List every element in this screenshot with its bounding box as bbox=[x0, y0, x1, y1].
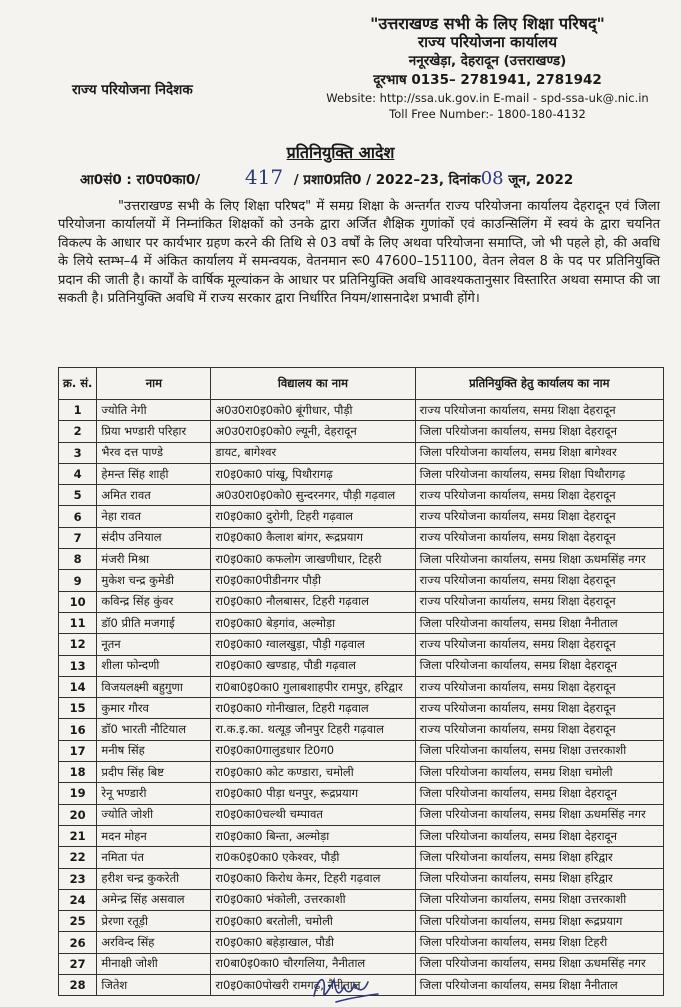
teacher-name: नूतन bbox=[97, 634, 211, 655]
teacher-name: मीनाक्षी जोशी bbox=[97, 953, 211, 974]
school-name: रा0इ0का0 नौलबासर, टिहरी गढ़वाल bbox=[211, 591, 415, 612]
table-row bbox=[59, 719, 664, 740]
table-row bbox=[59, 847, 664, 868]
teacher-name: प्रेरणा रतूड़ी bbox=[97, 911, 211, 932]
reference-line bbox=[80, 165, 670, 189]
table-row bbox=[59, 911, 664, 932]
teacher-name: डॉ0 भारती नौटियाल bbox=[97, 719, 211, 740]
website-line: Website: http://ssa.uk.gov.in E-mail - spd-ssa-uk@.nic.in bbox=[326, 91, 649, 105]
deputation-office: जिला परियोजना कार्यालय, समग्र शिक्षा चमोली bbox=[415, 762, 663, 783]
table-row bbox=[59, 634, 664, 655]
teacher-name: प्रदीप सिंह बिष्ट bbox=[97, 762, 211, 783]
table-row bbox=[59, 783, 664, 804]
deputation-office: राज्य परियोजना कार्यालय, समग्र शिक्षा देहरादून bbox=[415, 570, 663, 591]
school-name: रा0इ0का0 भंकोली, उत्तरकाशी bbox=[211, 889, 415, 910]
row-serial: 8 bbox=[59, 549, 97, 570]
school-name: रा0इ0का0 बरतोली, चमोली bbox=[211, 911, 415, 932]
teacher-name: मंजरी मिश्रा bbox=[97, 549, 211, 570]
table-row bbox=[59, 400, 664, 421]
teacher-name: रेनू भण्डारी bbox=[97, 783, 211, 804]
school-name: रा.क.इ.का. थत्यूड़ जौनपुर टिहरी गढ़वाल bbox=[211, 719, 415, 740]
signature bbox=[306, 966, 386, 1006]
deputation-office: राज्य परियोजना कार्यालय, समग्र शिक्षा देहरादून bbox=[415, 676, 663, 697]
row-serial: 23 bbox=[59, 868, 97, 889]
row-serial: 18 bbox=[59, 762, 97, 783]
row-serial: 16 bbox=[59, 719, 97, 740]
school-name: रा0इ0का0 बेड़गांव, अल्मोड़ा bbox=[211, 612, 415, 633]
teacher-name: नेहा रावत bbox=[97, 506, 211, 527]
deputation-office: राज्य परियोजना कार्यालय, समग्र शिक्षा देहरादून bbox=[415, 485, 663, 506]
school-name: रा0इ0का0 पीड़ा धनपुर, रूद्रप्रयाग bbox=[211, 783, 415, 804]
deputation-office: जिला परियोजना कार्यालय, समग्र शिक्षा नैनीताल bbox=[415, 975, 663, 996]
school-name: रा0इ0का0 गोनीखाल, टिहरी गढ़वाल bbox=[211, 698, 415, 719]
deputation-office: जिला परियोजना कार्यालय, समग्र शिक्षा रूद्रप्रयाग bbox=[415, 911, 663, 932]
deputation-office: राज्य परियोजना कार्यालय, समग्र शिक्षा देहरादून bbox=[415, 634, 663, 655]
deputation-office: जिला परियोजना कार्यालय, समग्र शिक्षा देहरादून bbox=[415, 783, 663, 804]
teacher-name: नमिता पंत bbox=[97, 847, 211, 868]
table-row bbox=[59, 463, 664, 484]
teacher-name: हेमन्त सिंह शाही bbox=[97, 463, 211, 484]
teacher-name: ज्योति जोशी bbox=[97, 804, 211, 825]
row-serial: 7 bbox=[59, 527, 97, 548]
row-serial: 9 bbox=[59, 570, 97, 591]
school-name: रा0इ0का0 किरोध केमर, टिहरी गढ़वाल bbox=[211, 868, 415, 889]
table-row bbox=[59, 442, 664, 463]
school-name: रा0इ0का0 बिन्ता, अल्मोड़ा bbox=[211, 825, 415, 846]
deputation-office: जिला परियोजना कार्यालय, समग्र शिक्षा ऊधमसिंह नगर bbox=[415, 953, 663, 974]
table-row bbox=[59, 825, 664, 846]
row-serial: 1 bbox=[59, 400, 97, 421]
order-title: प्रतिनियुक्ति आदेश bbox=[286, 143, 395, 162]
deputation-office: जिला परियोजना कार्यालय, समग्र शिक्षा बागेश्वर bbox=[415, 442, 663, 463]
ref-day-handwritten: 08 bbox=[480, 168, 504, 189]
row-serial: 10 bbox=[59, 591, 97, 612]
school-name: रा0इ0का0 बहेड़ाखाल, पौडी bbox=[211, 932, 415, 953]
table-row bbox=[59, 804, 664, 825]
table-row bbox=[59, 612, 664, 633]
deputation-office: राज्य परियोजना कार्यालय, समग्र शिक्षा देहरादून bbox=[415, 527, 663, 548]
row-serial: 27 bbox=[59, 953, 97, 974]
teacher-name: डॉ0 प्रीति मजगाई bbox=[97, 612, 211, 633]
teacher-name: ज्योति नेगी bbox=[97, 400, 211, 421]
table-row bbox=[59, 570, 664, 591]
school-name: रा0इ0का0 खण्डाह, पौडी गढ़वाल bbox=[211, 655, 415, 676]
row-serial: 17 bbox=[59, 740, 97, 761]
col-header-office: प्रतिनियुक्ति हेतु कार्यालय का नाम bbox=[415, 368, 663, 400]
order-paragraph-text: "उत्तराखण्ड सभी के लिए शिक्षा परिषद" में समग्र शिक्षा के अन्तर्गत राज्य परियोजना कार्यालय देहरादून एवं जिला परियोजना कार्यालयों में निम्नांकित शिक्षकों को उनके द्वारा अर्जित शैक्षिक गुणांकों एवं काउन्सिलिंग में स्वयं के द्वारा चयनित विकल्प के आधार पर कार्यभार ग्रहण करने की तिथि से 03 वर्षों के लिए अथवा परियोजना समाप्ति, जो भी पहले हो, की अवधि के लिये स्तम्भ–4 में अंकित कार्यालय में समन्वयक, वेतनमान रू0 47600–151100, वेतन लेवल 8 के पद पर प्रतिनियुक्ति प्रदान की जाती है। कार्यों के वार्षिक मूल्यांकन के आधार पर प्रतिनियुक्ति अवधि आवश्यकतानुसार विस्तारित अथवा समाप्त की जा सकती है। प्रतिनियुक्ति अवधि में राज्य सरकार द्वारा निर्धारित नियम/शासनादेश प्रभावी होंगे। bbox=[58, 199, 660, 307]
school-name: अ0उ0रा0इ0को0 सुन्दरनगर, पौड़ी गढ़वाल bbox=[211, 485, 415, 506]
deputation-office: राज्य परियोजना कार्यालय, समग्र शिक्षा देहरादून bbox=[415, 506, 663, 527]
org-name: "उत्तराखण्ड सभी के लिए शिक्षा परिषद्" bbox=[370, 14, 605, 33]
school-name: रा0क0इ0का0 एकेश्वर, पौड़ी bbox=[211, 847, 415, 868]
row-serial: 6 bbox=[59, 506, 97, 527]
teacher-name: विजयलक्ष्मी बहुगुणा bbox=[97, 676, 211, 697]
col-header-name: नाम bbox=[97, 368, 211, 400]
deputation-office: जिला परियोजना कार्यालय, समग्र शिक्षा देहरादून bbox=[415, 655, 663, 676]
table-row bbox=[59, 485, 664, 506]
school-name: रा0इ0का0पीडीनगर पौड़ी bbox=[211, 570, 415, 591]
table-row bbox=[59, 527, 664, 548]
deputation-office: राज्य परियोजना कार्यालय, समग्र शिक्षा देहरादून bbox=[415, 400, 663, 421]
school-name: रा0बा0इ0का0 चौरगलिया, नैनीताल bbox=[211, 953, 415, 974]
row-serial: 21 bbox=[59, 825, 97, 846]
row-serial: 19 bbox=[59, 783, 97, 804]
row-serial: 13 bbox=[59, 655, 97, 676]
table-row bbox=[59, 762, 664, 783]
deputation-office: जिला परियोजना कार्यालय, समग्र शिक्षा ऊधमसिंह नगर bbox=[415, 549, 663, 570]
teacher-name: संदीप उनियाल bbox=[97, 527, 211, 548]
col-header-sn: क्र. सं. bbox=[59, 368, 97, 400]
deputation-office: जिला परियोजना कार्यालय, समग्र शिक्षा हरिद्वार bbox=[415, 847, 663, 868]
row-serial: 15 bbox=[59, 698, 97, 719]
row-serial: 25 bbox=[59, 911, 97, 932]
school-name: रा0बा0इ0का0 गुलाबशाहपीर रामपुर, हरिद्वार bbox=[211, 676, 415, 697]
teacher-name: भैरव दत्त पाण्डे bbox=[97, 442, 211, 463]
table-row bbox=[59, 889, 664, 910]
teacher-name: अरविन्द सिंह bbox=[97, 932, 211, 953]
deputation-office: जिला परियोजना कार्यालय, समग्र शिक्षा हरिद्वार bbox=[415, 868, 663, 889]
deputation-office: जिला परियोजना कार्यालय, समग्र शिक्षा देहरादून bbox=[415, 421, 663, 442]
table-body bbox=[59, 400, 664, 996]
row-serial: 5 bbox=[59, 485, 97, 506]
row-serial: 20 bbox=[59, 804, 97, 825]
row-serial: 2 bbox=[59, 421, 97, 442]
row-serial: 26 bbox=[59, 932, 97, 953]
deputation-office: राज्य परियोजना कार्यालय, समग्र शिक्षा देहरादून bbox=[415, 591, 663, 612]
deputation-office: जिला परियोजना कार्यालय, समग्र शिक्षा उत्तरकाशी bbox=[415, 889, 663, 910]
ref-date-rest: जून, 2022 bbox=[508, 172, 574, 188]
row-serial: 11 bbox=[59, 612, 97, 633]
row-serial: 3 bbox=[59, 442, 97, 463]
deputation-office: जिला परियोजना कार्यालय, समग्र शिक्षा नैनीताल bbox=[415, 612, 663, 633]
table-row bbox=[59, 868, 664, 889]
deputation-office: जिला परियोजना कार्यालय, समग्र शिक्षा टिहरी bbox=[415, 932, 663, 953]
school-name: रा0इ0का0 कफलोग जाखणीधार, टिहरी bbox=[211, 549, 415, 570]
school-name: रा0इ0का0चल्थी चम्पावत bbox=[211, 804, 415, 825]
school-name: रा0इ0का0पोखरी रामगढ़, नैनीताल bbox=[211, 975, 415, 996]
deputation-office: राज्य परियोजना कार्यालय, समग्र शिक्षा देहरादून bbox=[415, 719, 663, 740]
table-header-row bbox=[59, 368, 664, 400]
school-name: रा0इ0का0 पांखू, पिथौरागढ़ bbox=[211, 463, 415, 484]
school-name: रा0इ0का0 कोट कण्डारा, चमोली bbox=[211, 762, 415, 783]
deputation-table bbox=[58, 367, 664, 996]
order-paragraph bbox=[58, 198, 660, 308]
teacher-name: हरीश चन्द्र कुकरेती bbox=[97, 868, 211, 889]
table-row bbox=[59, 549, 664, 570]
office-phone: दूरभाष 0135– 2781941, 2781942 bbox=[373, 72, 602, 88]
deputation-office: जिला परियोजना कार्यालय, समग्र शिक्षा उत्तरकाशी bbox=[415, 740, 663, 761]
teacher-name: अमित रावत bbox=[97, 485, 211, 506]
row-serial: 14 bbox=[59, 676, 97, 697]
school-name: अ0उ0रा0इ0को0 ल्यूनी, देहरादून bbox=[211, 421, 415, 442]
table-row bbox=[59, 698, 664, 719]
table-row bbox=[59, 421, 664, 442]
ref-suffix: / प्रशा0प्रति0 / 2022–23, दिनांक bbox=[293, 172, 481, 188]
table-row bbox=[59, 740, 664, 761]
deputation-office: जिला परियोजना कार्यालय, समग्र शिक्षा देहरादून bbox=[415, 825, 663, 846]
school-name: रा0इ0का0गालुडधार टि0ग0 bbox=[211, 740, 415, 761]
teacher-name: मनीष सिंह bbox=[97, 740, 211, 761]
teacher-name: अमेन्द्र सिंह असवाल bbox=[97, 889, 211, 910]
school-name: रा0इ0का0 दुरोगी, टिहरी गढ़वाल bbox=[211, 506, 415, 527]
school-name: रा0इ0का0 ग्वालखुड़ा, पौड़ी गढ़वाल bbox=[211, 634, 415, 655]
teacher-name: जितेश bbox=[97, 975, 211, 996]
table-row bbox=[59, 506, 664, 527]
school-name: डायट, बागेश्वर bbox=[211, 442, 415, 463]
teacher-name: शीला फोन्दणी bbox=[97, 655, 211, 676]
col-header-school: विद्यालय का नाम bbox=[211, 368, 415, 400]
teacher-name: मदन मोहन bbox=[97, 825, 211, 846]
table-row bbox=[59, 932, 664, 953]
row-serial: 12 bbox=[59, 634, 97, 655]
letterhead bbox=[300, 14, 675, 122]
school-name: अ0उ0रा0इ0को0 बूंगीधार, पौड़ी bbox=[211, 400, 415, 421]
table-row bbox=[59, 591, 664, 612]
teacher-name: प्रिया भण्डारी परिहार bbox=[97, 421, 211, 442]
row-serial: 24 bbox=[59, 889, 97, 910]
ref-number-handwritten: 417 bbox=[244, 165, 284, 189]
deputation-office: जिला परियोजना कार्यालय, समग्र शिक्षा ऊधमसिंह नगर bbox=[415, 804, 663, 825]
ref-prefix: आ0सं0 : रा0प0का0/ bbox=[80, 172, 201, 188]
school-name: रा0इ0का0 कैलाश बांगर, रूद्रप्रयाग bbox=[211, 527, 415, 548]
deputation-office: राज्य परियोजना कार्यालय, समग्र शिक्षा देहरादून bbox=[415, 698, 663, 719]
director-title: राज्य परियोजना निदेशक bbox=[72, 82, 193, 98]
row-serial: 4 bbox=[59, 463, 97, 484]
table-row bbox=[59, 655, 664, 676]
teacher-name: मुकेश चन्द्र कुमेडी bbox=[97, 570, 211, 591]
row-serial: 28 bbox=[59, 975, 97, 996]
teacher-name: कुमार गौरव bbox=[97, 698, 211, 719]
row-serial: 22 bbox=[59, 847, 97, 868]
tollfree-line: Toll Free Number:- 1800-180-4132 bbox=[389, 107, 586, 121]
teacher-name: कविन्द्र सिंह कुंवर bbox=[97, 591, 211, 612]
table-row bbox=[59, 676, 664, 697]
office-name: राज्य परियोजना कार्यालय bbox=[417, 33, 558, 51]
office-address: ननूरखेड़ा, देहरादून (उत्तराखण्ड) bbox=[408, 53, 567, 69]
deputation-office: जिला परियोजना कार्यालय, समग्र शिक्षा पिथौरागढ़ bbox=[415, 463, 663, 484]
